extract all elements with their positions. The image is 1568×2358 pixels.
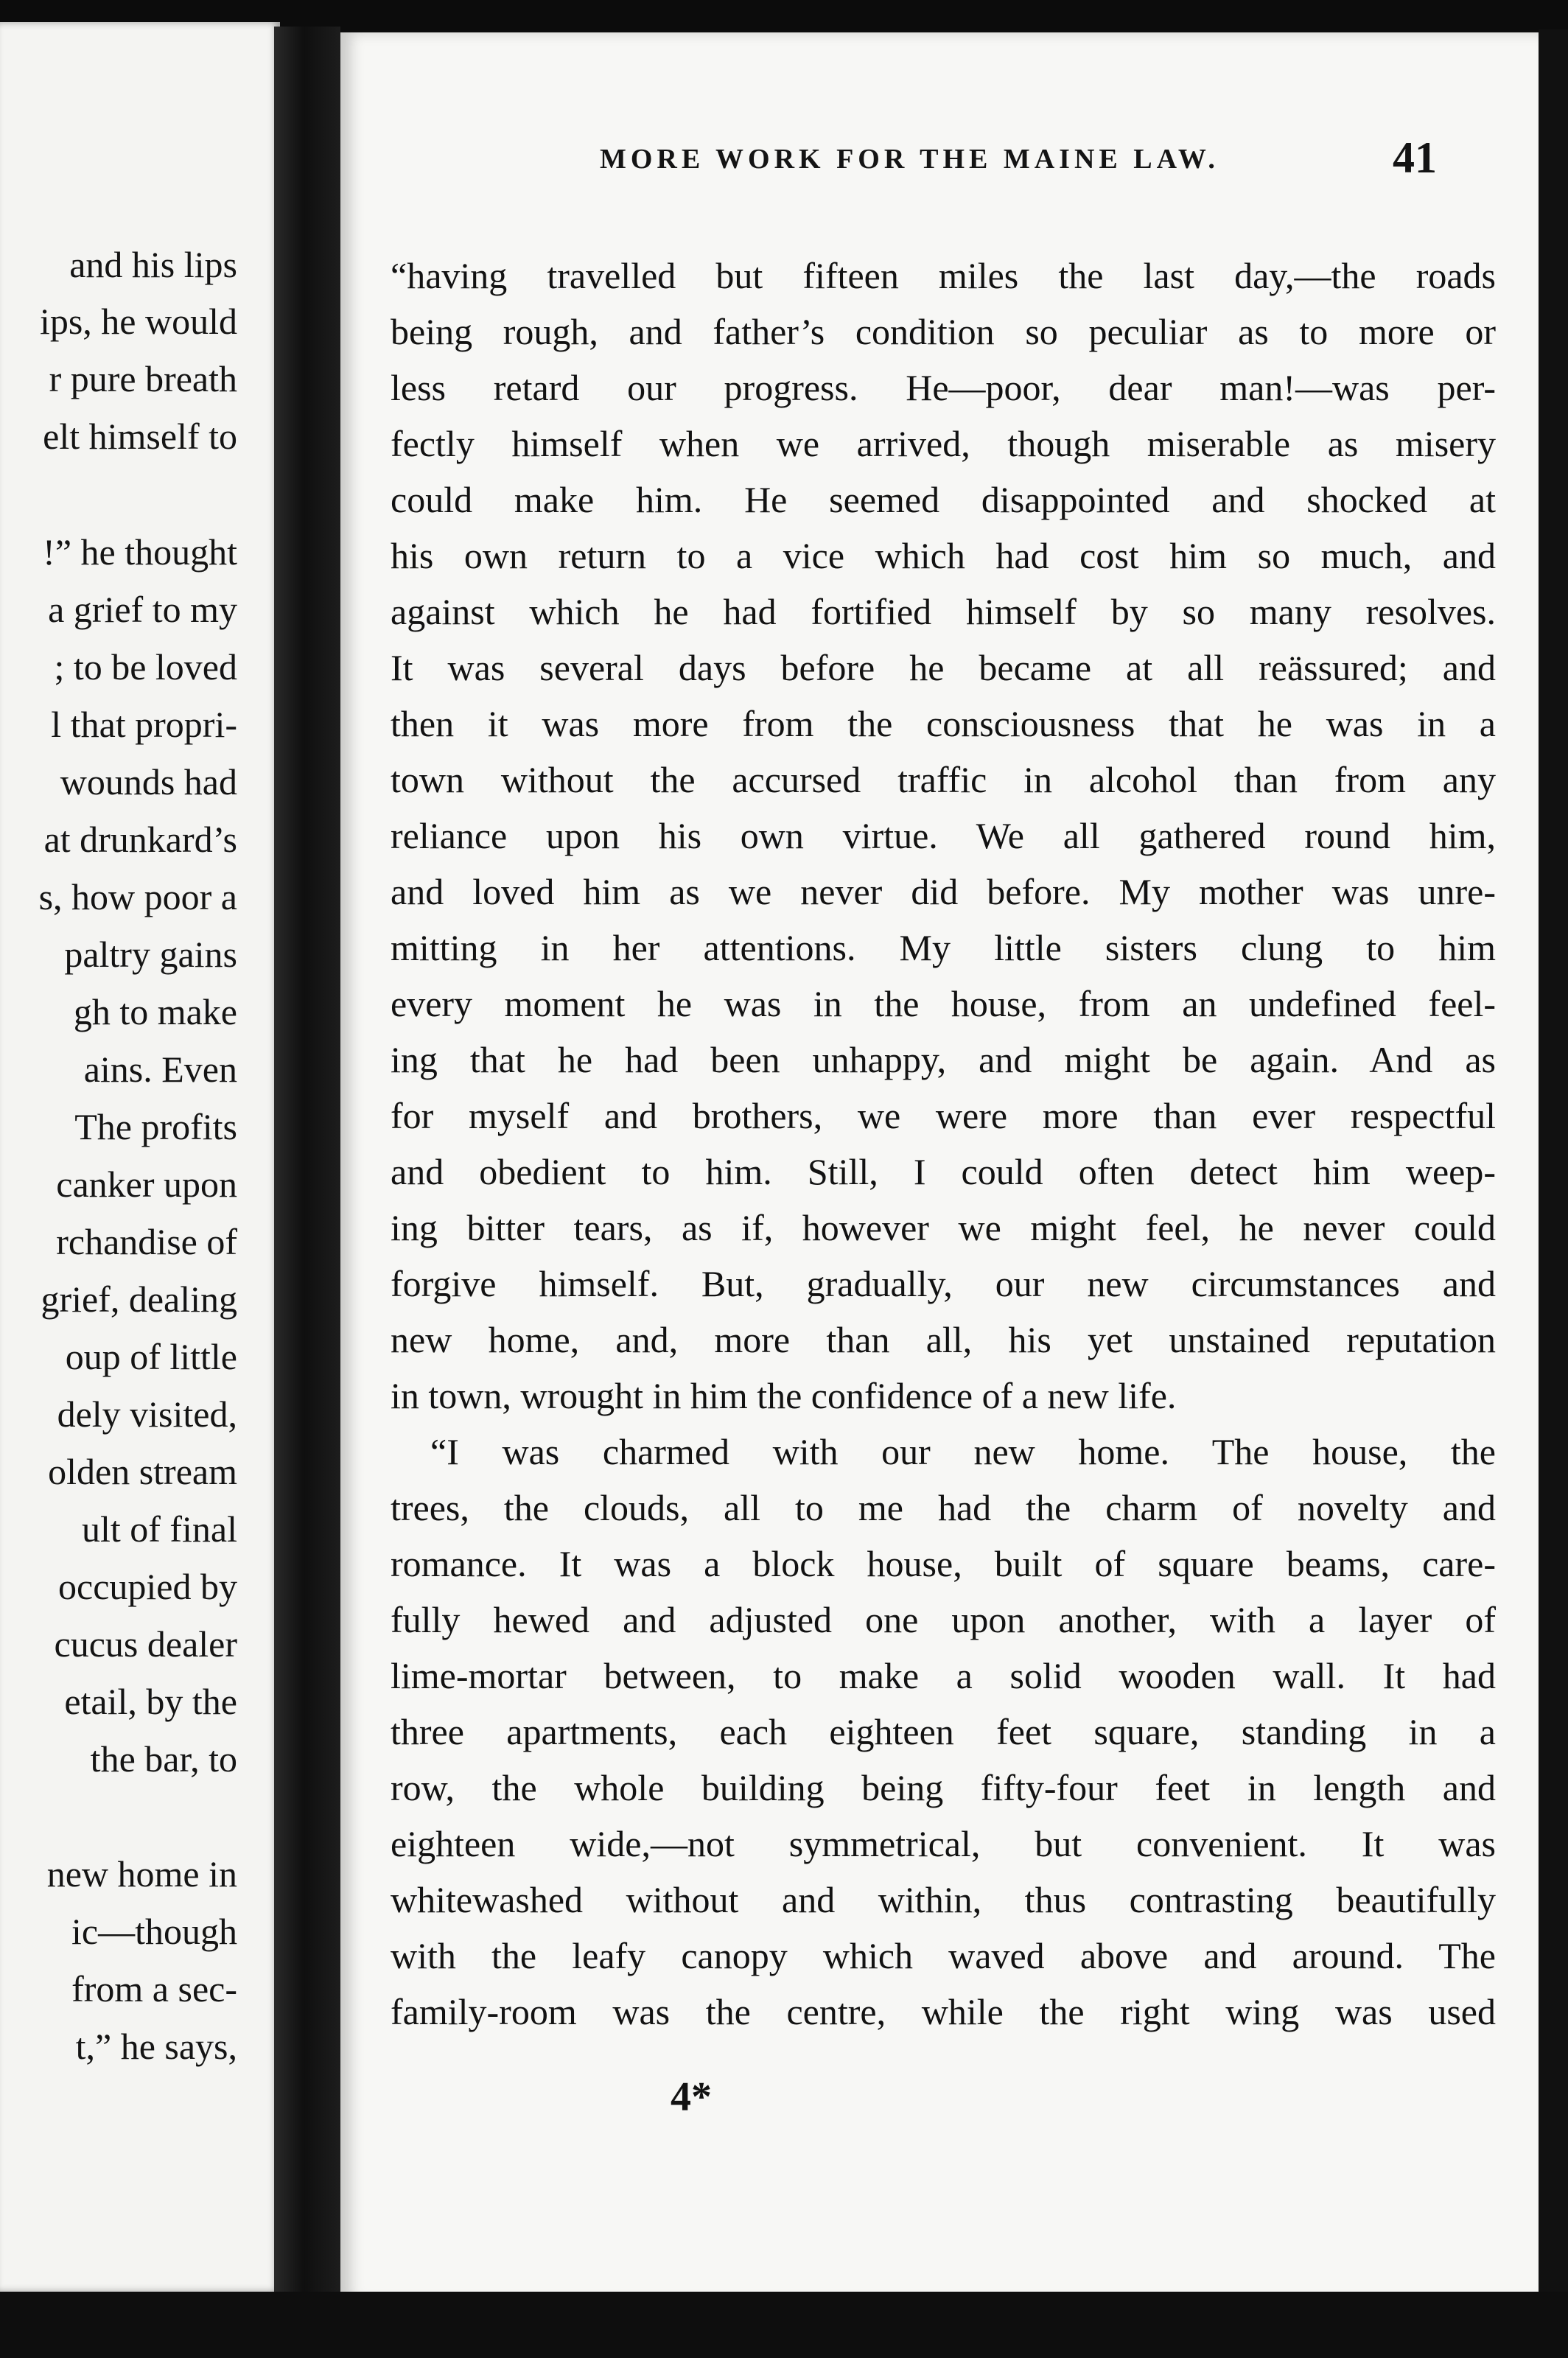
- text-line: every moment he was in the house, from an undefined feel-: [391, 983, 1496, 1024]
- text-line: row, the whole building being fifty-four feet in length and: [391, 1767, 1496, 1808]
- text-line: fully hewed and adjusted one upon another, with a layer of: [391, 1599, 1496, 1640]
- scanner-bottom-edge: [0, 2292, 1568, 2358]
- text-line: “having travelled but fifteen miles the last day,—the roads: [391, 255, 1496, 296]
- text-line: then it was more from the consciousness that he was in a: [391, 703, 1496, 744]
- left-line: t,” he says,: [75, 2026, 237, 2067]
- text-line: lime-mortar between, to make a solid wooden wall. It had: [391, 1655, 1496, 1696]
- text-line: for myself and brothers, we were more than ever respectful: [391, 1095, 1496, 1136]
- current-page: [340, 32, 1539, 2302]
- text-line: less retard our progress. He—poor, dear man!—was per-: [391, 367, 1496, 408]
- left-line: grief, dealing: [41, 1278, 237, 1320]
- running-head: MORE WORK FOR THE MAINE LAW.: [600, 144, 1219, 175]
- text-line: and loved him as we never did before. My mother was unre-: [391, 871, 1496, 912]
- left-line: s, how poor a: [38, 876, 237, 917]
- left-line: ; to be loved: [54, 646, 237, 688]
- left-line: the bar, to: [90, 1738, 237, 1780]
- left-line: and his lips: [69, 244, 237, 285]
- left-line: ips, he would: [39, 301, 237, 342]
- left-line: r pure breath: [49, 358, 237, 399]
- text-line: with the leafy canopy which waved above and around. The: [391, 1935, 1496, 1976]
- left-line: gh to make: [73, 991, 237, 1032]
- left-line: rchandise of: [56, 1221, 237, 1262]
- scanner-right-edge: [1539, 29, 1568, 2314]
- left-line: dely visited,: [57, 1393, 237, 1435]
- text-line: new home, and, more than all, his yet unstained reputation: [391, 1319, 1496, 1360]
- previous-page: [0, 22, 280, 2292]
- left-line: l that propri-: [51, 704, 237, 745]
- page-number: 41: [1393, 133, 1437, 182]
- text-line: reliance upon his own virtue. We all gathered round him,: [391, 815, 1496, 856]
- left-line: a grief to my: [48, 589, 237, 630]
- left-line: at drunkard’s: [43, 819, 237, 860]
- text-line: town without the accursed traffic in alcohol than from any: [391, 759, 1496, 800]
- left-line: paltry gains: [64, 934, 237, 975]
- left-line: oup of little: [65, 1336, 237, 1377]
- left-line: ult of final: [81, 1508, 237, 1550]
- left-line: ic—though: [71, 1911, 237, 1952]
- left-line: wounds had: [60, 761, 237, 802]
- left-line: ains. Even: [83, 1049, 237, 1090]
- book-gutter: [274, 27, 340, 2296]
- text-line: whitewashed without and within, thus contrasting beautifully: [391, 1879, 1496, 1920]
- text-line: ing that he had been unhappy, and might be again. And as: [391, 1039, 1496, 1080]
- left-line: olden stream: [48, 1451, 237, 1492]
- text-line: and obedient to him. Still, I could often detect him weep-: [391, 1151, 1496, 1192]
- page-header: [340, 133, 1539, 202]
- printer-signature-mark: 4*: [671, 2074, 712, 2120]
- text-line: trees, the clouds, all to me had the charm of novelty and: [391, 1487, 1496, 1528]
- text-line: in town, wrought in him the confidence of a new life.: [391, 1375, 1177, 1416]
- text-line: his own return to a vice which had cost him so much, and: [391, 535, 1496, 576]
- text-line: family-room was the centre, while the right wing was used: [391, 1991, 1496, 2032]
- text-line: against which he had fortified himself by so many resolves.: [391, 591, 1496, 632]
- left-line: occupied by: [58, 1566, 237, 1607]
- text-line: It was several days before he became at all reässured; and: [391, 647, 1496, 688]
- text-line: could make him. He seemed disappointed and shocked at: [391, 479, 1496, 520]
- text-line: romance. It was a block house, built of square beams, care-: [391, 1543, 1496, 1584]
- text-line: “I was charmed with our new home. The house, the: [430, 1431, 1496, 1472]
- text-line: eighteen wide,—not symmetrical, but convenient. It was: [391, 1823, 1496, 1864]
- text-line: forgive himself. But, gradually, our new circumstances and: [391, 1263, 1496, 1304]
- text-line: being rough, and father’s condition so peculiar as to more or: [391, 311, 1496, 352]
- left-line: canker upon: [56, 1164, 237, 1205]
- text-line: ing bitter tears, as if, however we might feel, he never could: [391, 1207, 1496, 1248]
- text-line: fectly himself when we arrived, though miserable as misery: [391, 423, 1496, 464]
- text-line: mitting in her attentions. My little sisters clung to him: [391, 927, 1496, 968]
- left-line: elt himself to: [43, 416, 237, 457]
- left-line: new home in: [46, 1853, 237, 1895]
- left-line: !” he thought: [43, 531, 237, 573]
- left-line: The profits: [74, 1106, 237, 1147]
- left-line: etail, by the: [64, 1681, 237, 1722]
- text-line: three apartments, each eighteen feet square, standing in a: [391, 1711, 1496, 1752]
- left-line: from a sec-: [71, 1968, 237, 2009]
- left-line: cucus dealer: [54, 1623, 237, 1665]
